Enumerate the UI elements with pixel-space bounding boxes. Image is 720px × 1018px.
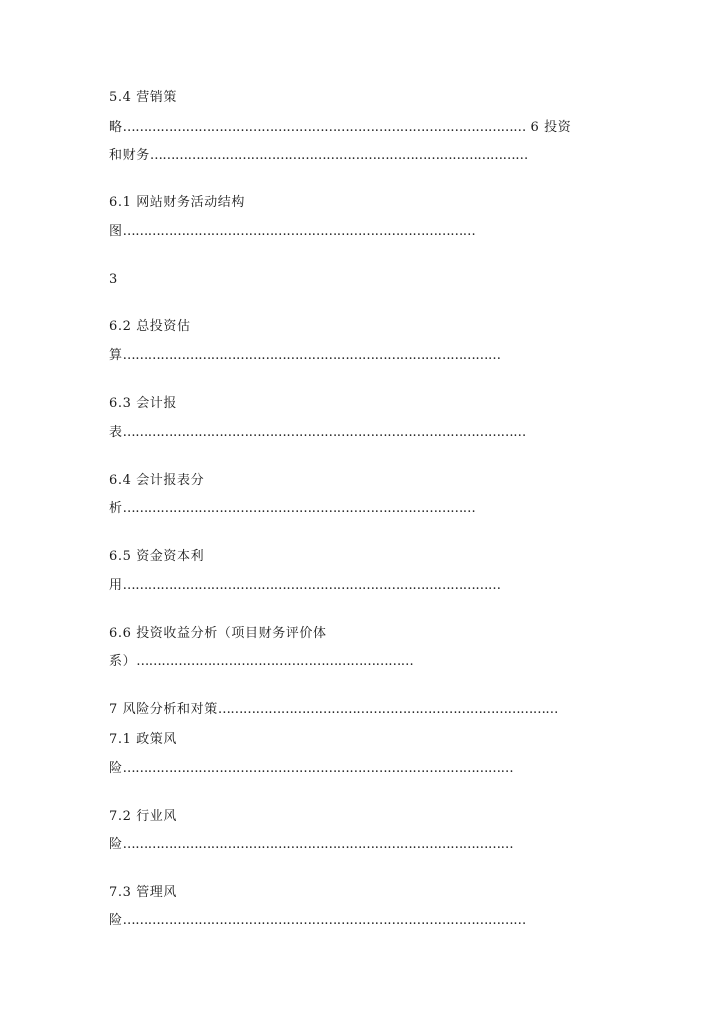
- toc-text: 系）: [109, 654, 137, 669]
- toc-line-7: [109, 701, 558, 719]
- toc-text: 6.2 总投资估: [109, 319, 191, 334]
- toc-line-6-2: [109, 318, 191, 336]
- toc-line-7-1-cont: [109, 760, 513, 778]
- toc-line-7-3-cont: [109, 912, 526, 930]
- toc-line-6-6: [109, 625, 327, 643]
- toc-line-6-5: [109, 548, 204, 566]
- toc-line-6-3: [109, 395, 177, 413]
- toc-text: 6.1 网站财务活动结构: [109, 195, 246, 210]
- toc-text: 3: [109, 272, 118, 287]
- toc-line-5-4-cont: [109, 119, 571, 137]
- toc-line-6-2-cont: [109, 347, 501, 365]
- toc-text: 5.4 营销策: [109, 90, 178, 105]
- toc-text: 略: [109, 120, 123, 135]
- toc-text: 6.4 会计报表分: [109, 473, 205, 488]
- toc-leader: ……………………………………………………………………………………: [122, 120, 526, 135]
- toc-line-5-4: [109, 89, 177, 107]
- toc-leader: …………………………………………………………………………: [122, 224, 476, 239]
- toc-text: 险: [109, 837, 123, 852]
- toc-text: 险: [109, 913, 123, 928]
- toc-leader: …………………………………………………………………………………: [122, 761, 514, 776]
- toc-text: 6.5 资金资本利: [109, 549, 205, 564]
- toc-line-7-2: [109, 808, 177, 826]
- toc-text: 用: [109, 578, 123, 593]
- toc-text: 表: [109, 425, 123, 440]
- toc-line-6-1: [109, 194, 245, 212]
- toc-leader: ……………………………………………………………………………………: [122, 913, 526, 928]
- toc-leader: ………………………………………………………………………………: [122, 578, 501, 593]
- toc-text: 和财务: [109, 148, 150, 163]
- toc-text: 7 风险分析和对策: [109, 702, 218, 717]
- toc-leader: ………………………………………………………………………………: [122, 348, 501, 363]
- toc-page-number: [109, 271, 118, 289]
- toc-text-suffix: 6 投资: [525, 120, 572, 135]
- toc-text: 7.1 政策风: [109, 732, 178, 747]
- toc-text: 析: [109, 501, 123, 516]
- toc-text: 6.3 会计报: [109, 396, 178, 411]
- toc-leader: …………………………………………………………………………………: [122, 837, 514, 852]
- toc-leader: ………………………………………………………………………: [217, 702, 559, 717]
- toc-line-6-5-cont: [109, 577, 501, 595]
- toc-leader: …………………………………………………………………………: [122, 501, 476, 516]
- toc-line-6-1-cont: [109, 223, 475, 241]
- toc-text: 险: [109, 761, 123, 776]
- toc-text: 图: [109, 224, 123, 239]
- toc-line-6-4-cont: [109, 500, 475, 518]
- toc-line-6-4: [109, 472, 204, 490]
- toc-line-6: [109, 147, 528, 165]
- toc-text: 7.2 行业风: [109, 809, 178, 824]
- toc-line-7-3: [109, 884, 177, 902]
- toc-line-6-6-cont: [109, 653, 413, 671]
- toc-line-6-3-cont: [109, 424, 526, 442]
- toc-text: 算: [109, 348, 123, 363]
- toc-leader: …………………………………………………………: [136, 654, 414, 669]
- toc-text: 6.6 投资收益分析（项目财务评价体: [109, 626, 327, 641]
- toc-leader: ……………………………………………………………………………………: [122, 425, 526, 440]
- toc-leader: ………………………………………………………………………………: [149, 148, 528, 163]
- toc-line-7-2-cont: [109, 836, 513, 854]
- toc-line-7-1: [109, 731, 177, 749]
- toc-text: 7.3 管理风: [109, 885, 178, 900]
